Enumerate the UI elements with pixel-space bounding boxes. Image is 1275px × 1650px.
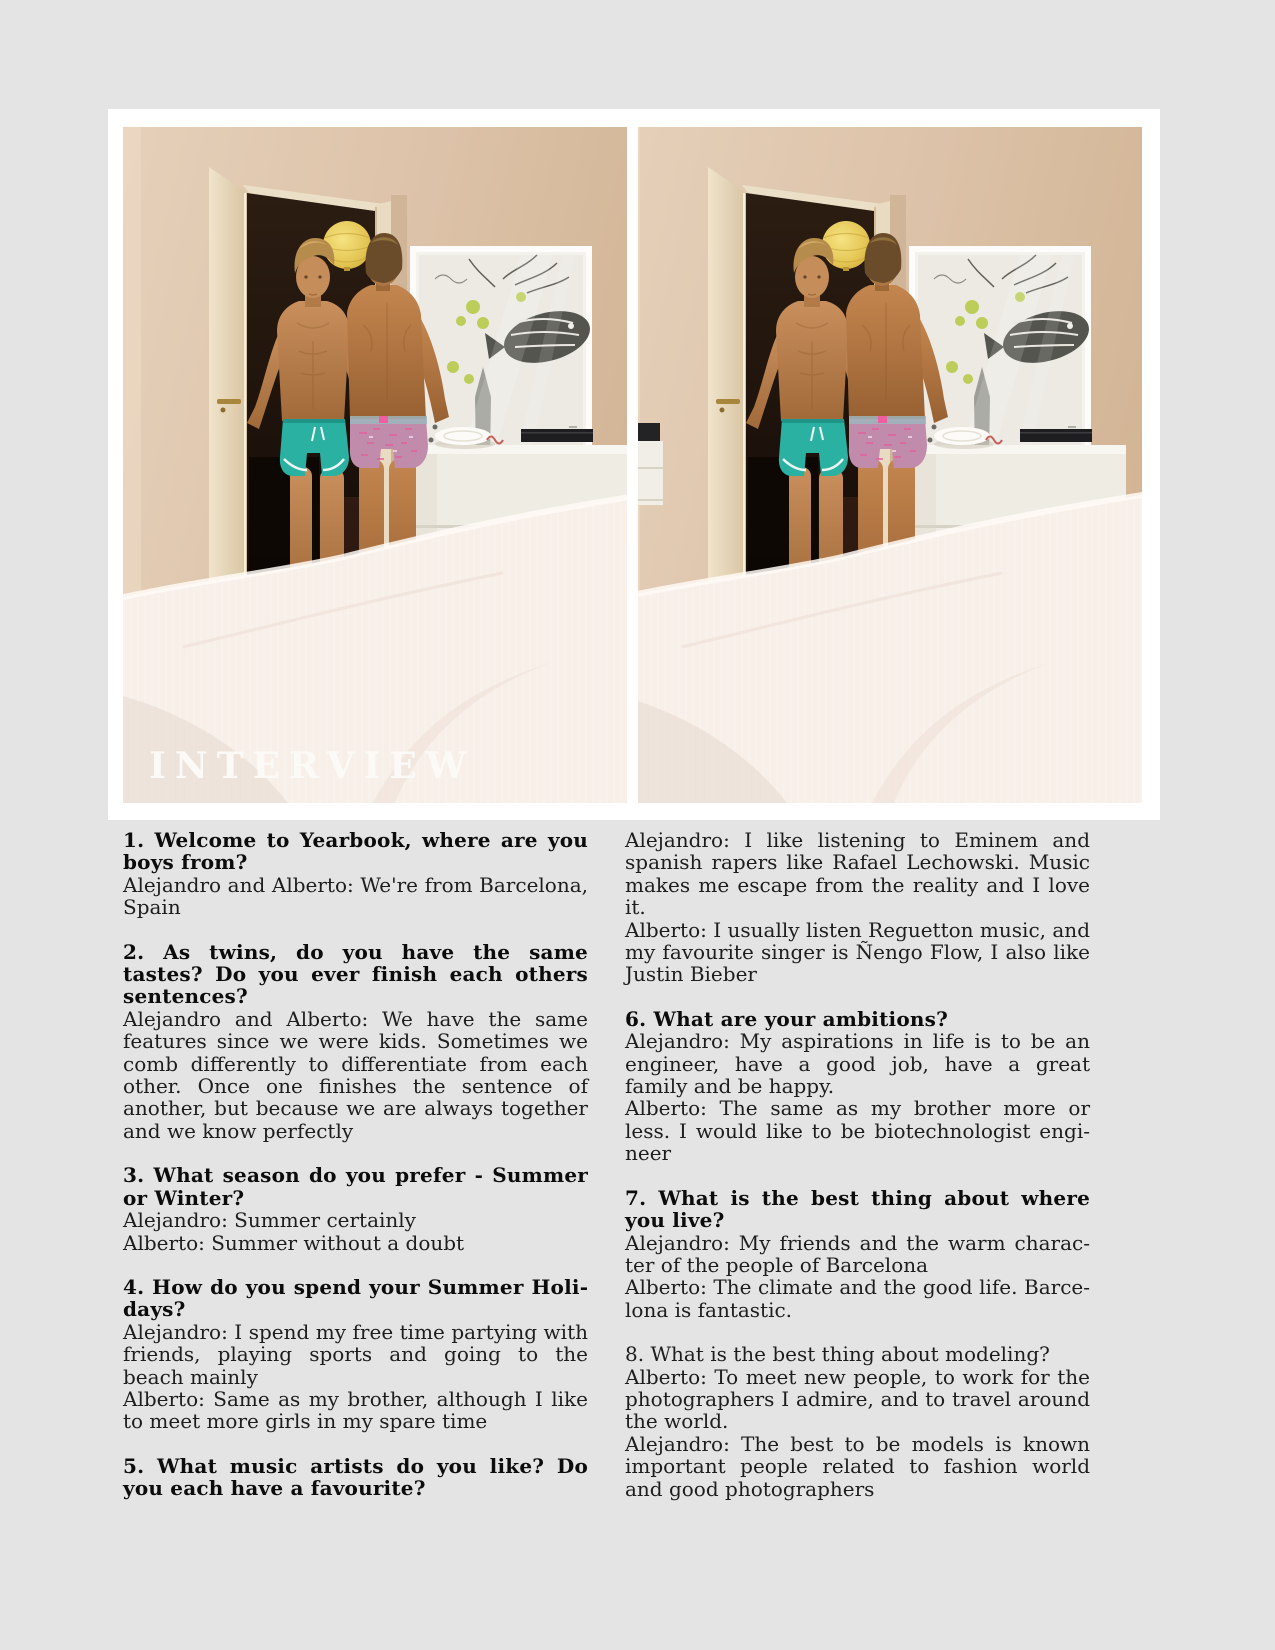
answer-3a: Alejandro: Summer certainly bbox=[123, 1208, 416, 1233]
answer-6a: Alejandro: My aspirations in life is to be an engineer, have a good job, have a great family and be happy. bbox=[625, 1029, 1090, 1099]
qa-section-6 bbox=[625, 1008, 1090, 1165]
qa-section-7 bbox=[625, 1187, 1090, 1321]
answer-3b: Alberto: Summer without a doubt bbox=[123, 1230, 465, 1255]
bedroom-photo-1 bbox=[123, 127, 627, 803]
answer-5b: Alberto: I usually listen Reguetton music, and my favourite singer is Ñengo Flow, I also like Justin Bieber bbox=[625, 917, 1090, 987]
photo-caption: INTERVIEW bbox=[149, 745, 476, 787]
qa-section-5-heading bbox=[123, 1455, 588, 1500]
answer-8b: Alejandro: The best to be models is known important people related to fashion world and good photographers bbox=[625, 1431, 1090, 1501]
photo-frame-card bbox=[108, 109, 1160, 820]
qa-section-5-answers bbox=[625, 829, 1090, 986]
answer-4a: Alejandro: I spend my free time partying with friends, playing sports and going to the beach mainly bbox=[123, 1319, 588, 1389]
answer-8a: Alberto: To meet new people, to work for the photographers I admire, and to travel around the world. bbox=[625, 1364, 1090, 1434]
answer-2a: Alejandro and Alberto: We have the same features since we were kids. Sometimes we comb differently to differentiate from each other. Once one finishes the sentence of another, but because we are always together and we know perfectly bbox=[123, 1006, 588, 1143]
answer-5a: Alejandro: I like listening to Eminem and spanish rapers like Rafael Lechowski. Music makes me escape from the reality and I love it. bbox=[625, 828, 1090, 920]
answer-6b: Alberto: The same as my brother more or less. I would like to be biotechnologist engineer bbox=[625, 1096, 1090, 1166]
article-column-left bbox=[123, 829, 588, 1522]
answer-7a: Alejandro: My friends and the warm character of the people of Barcelona bbox=[625, 1230, 1090, 1277]
question-5: 5. What music artists do you like? Do you each have a favourite? bbox=[123, 1453, 588, 1501]
question-2: 2. As twins, do you have the same tastes? Do you ever finish each others sentences? bbox=[123, 939, 588, 1009]
question-3: 3. What season do you prefer - Summer or Winter? bbox=[123, 1163, 588, 1210]
bedroom-photo-2 bbox=[638, 127, 1142, 803]
question-4: 4. How do you spend your Summer Holidays? bbox=[123, 1274, 588, 1322]
qa-section-1 bbox=[123, 829, 588, 919]
answer-4b: Alberto: Same as my brother, although I like to meet more girls in my spare time bbox=[123, 1386, 588, 1434]
photo-left bbox=[123, 127, 627, 803]
question-7: 7. What is the best thing about where you live? bbox=[625, 1185, 1090, 1233]
qa-section-2 bbox=[123, 941, 588, 1143]
answer-7b: Alberto: The climate and the good life. Barcelona is fantastic. bbox=[625, 1275, 1090, 1322]
qa-section-8 bbox=[625, 1343, 1090, 1500]
question-1: 1. Welcome to Yearbook, where are you boys from? bbox=[123, 828, 588, 875]
interview-article bbox=[123, 829, 1090, 1522]
sideboard-sliver bbox=[638, 423, 663, 505]
answer-1a: Alejandro and Alberto: We're from Barcelona, Spain bbox=[123, 872, 588, 920]
qa-section-4 bbox=[123, 1276, 588, 1433]
qa-section-3 bbox=[123, 1164, 588, 1254]
question-6: 6. What are your ambitions? bbox=[625, 1006, 948, 1031]
article-column-right bbox=[625, 829, 1090, 1522]
photo-right bbox=[638, 127, 1142, 803]
question-8: 8. What is the best thing about modeling? bbox=[625, 1342, 1050, 1367]
